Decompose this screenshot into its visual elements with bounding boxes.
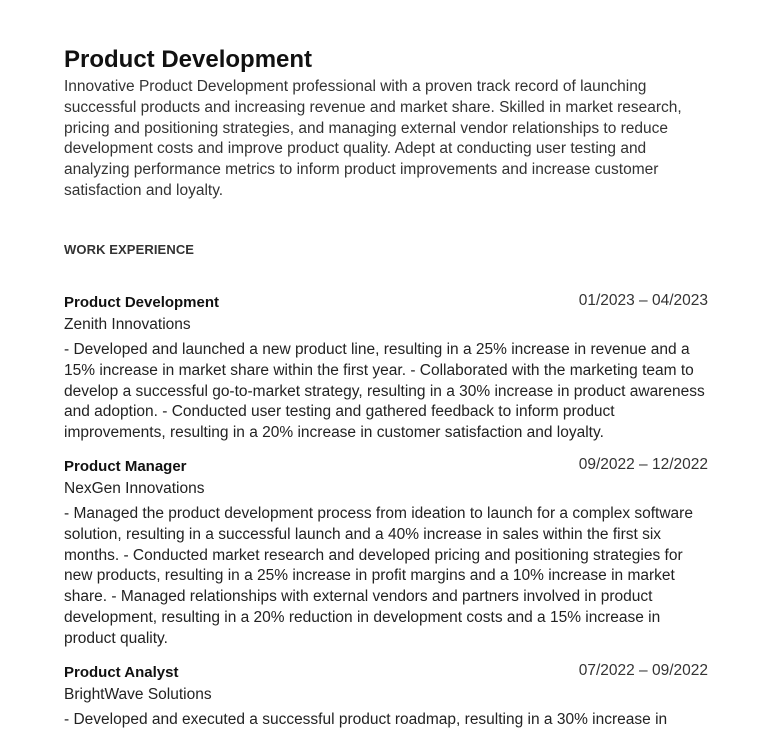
job-description: - Developed and launched a new product line, resulting in a 25% increase in revenue and a 15% increase in market share within the first year. - Collaborated with the marketing team to develop a successful go-to-market strategy, resulting in a 30% increase in product awareness and adoption. - Conducted user testing and gathered feedback to inform product improvements, resulting in a 20% increase in customer satisfaction and loyalty. <box>64 341 705 442</box>
job-company: BrightWave Solutions <box>64 686 212 703</box>
resume-title: Product Development <box>64 46 313 73</box>
job-dates: 09/2022 – 12/2022 <box>578 456 708 473</box>
job-dates: 01/2023 – 04/2023 <box>578 292 708 309</box>
job-company: NexGen Innovations <box>64 480 205 497</box>
work-experience-heading: WORK EXPERIENCE <box>64 242 195 257</box>
job-header <box>64 661 708 684</box>
job-dates: 07/2022 – 09/2022 <box>578 662 708 679</box>
job-description: - Managed the product development process from ideation to launch for a complex software solution, resulting in a successful launch and a 40% increase in sales within the first six months. - Conducted market research and developed pricing and positioning strategies for new products, resulting in a 25% increase in profit margins and a 10% increase in market share. - Managed relationships with external vendors and partners involved in product development, resulting in a 20% reduction in development costs and a 15% increase in product quality. <box>64 505 693 647</box>
job-entry <box>64 455 708 650</box>
job-title: Product Manager <box>64 458 187 475</box>
job-header <box>64 455 708 478</box>
job-entry <box>64 661 708 731</box>
job-title: Product Development <box>64 294 220 311</box>
job-entry <box>64 291 708 444</box>
job-company: Zenith Innovations <box>64 316 191 333</box>
job-title: Product Analyst <box>64 664 179 681</box>
job-description: - Developed and executed a successful product roadmap, resulting in a 30% increase in <box>64 711 668 728</box>
professional-summary: Innovative Product Development professional with a proven track record of launching successful products and increasing revenue and market share. Skilled in market research, pricing and positioning strategies, and managing external vendor relationships to reduce development costs and improve product quality. Adept at conducting user testing and analyzing performance metrics to inform product improvements and increase customer satisfaction and loyalty. <box>64 78 682 199</box>
job-header <box>64 291 708 314</box>
